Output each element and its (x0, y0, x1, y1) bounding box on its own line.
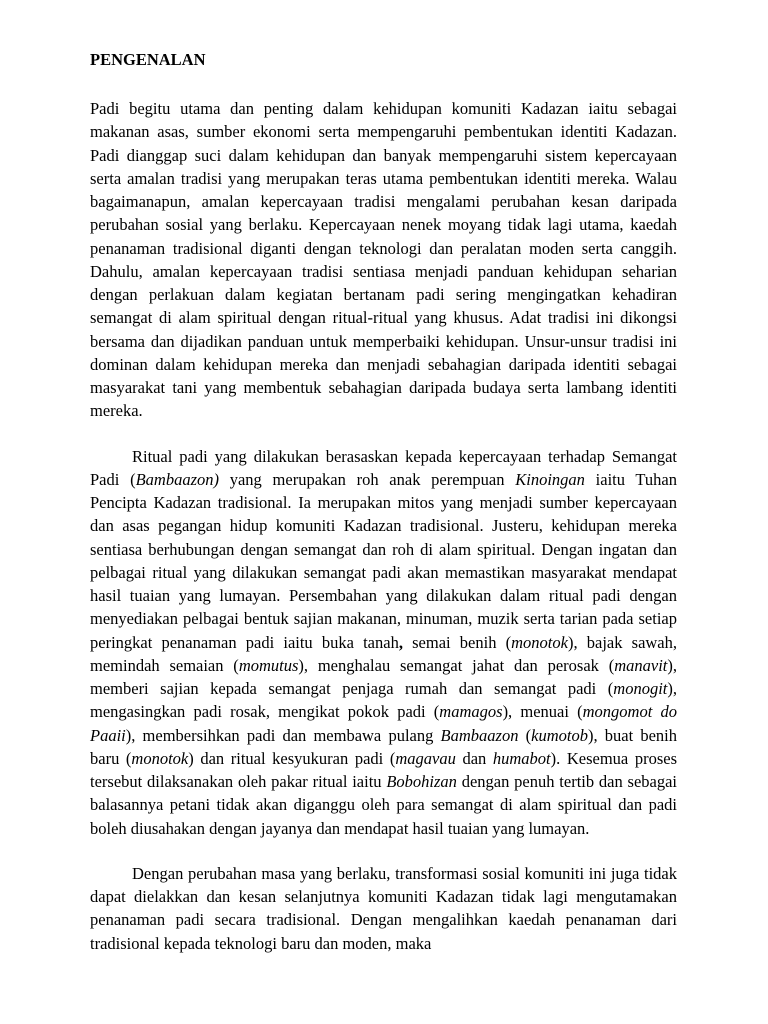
italic-term: Bambaazon (440, 725, 519, 745)
text-run: Dengan perubahan masa yang berlaku, transformasi sosial komuniti ini juga tidak dapat dielakkan dan kesan selanjutnya komuniti Kadazan tidak lagi mengutamakan penanaman padi secara tradisional. Dengan mengalihkan kaedah penanaman dari tradisional kepada teknologi baru dan moden, maka (90, 863, 677, 953)
text-run: Padi begitu utama dan penting dalam kehidupan komuniti Kadazan iaitu sebagai makanan asas, sumber ekonomi serta mempengaruhi pembentukan identiti Kadazan. Padi dianggap suci dalam kehidupan dan banyak mempengaruhi sistem kepercayaan serta amalan tradisi yang merupakan teras utama pembentukan identiti mereka. Walau bagaimanapun, amalan kepercayaan tradisi mengalami perubahan kesan daripada perubahan sosial yang berlaku. Kepercayaan nenek moyang tidak lagi utama, kaedah penanaman tradisional diganti dengan teknologi dan peralatan moden serta canggih. Dahulu, amalan kepercayaan tradisi sentiasa menjadi panduan kehidupan seharian dengan perlakuan dalam kegiatan bertanam padi sering mengingatkan kehadiran semangat di alam spiritual dengan ritual-ritual yang khusus. Adat tradisi ini dikongsi bersama dan dijadikan panduan untuk memperbaiki kehidupan. Unsur-unsur tradisi ini dominan dalam kehidupan mereka dan menjadi sebahagian daripada identiti sebagai masyarakat tani yang membentuk sebahagian daripada budaya serta lambang identiti mereka. (90, 99, 677, 421)
italic-term: mamagos (439, 702, 503, 722)
text-run: ), bajak sawah, memindah semaian ( (90, 632, 678, 675)
italic-term: Kinoingan (515, 469, 585, 489)
text-run: ), buat benih baru ( (90, 725, 678, 768)
italic-term: Bobohizan (386, 772, 457, 791)
italic-term: monotok (131, 748, 189, 768)
text-run: dan (455, 748, 493, 768)
text-run: ) dan ritual kesyukuran padi ( (188, 748, 396, 768)
text-run: Ritual padi yang dilakukan berasaskan kepada kepercayaan terhadap Semangat Padi ( (90, 446, 677, 489)
text-run: ), membersihkan padi dan membawa pulang (125, 725, 441, 745)
italic-term: momutus (238, 655, 299, 675)
italic-term: Bambaazon) (135, 469, 219, 489)
paragraph (90, 862, 677, 955)
text-run: ), mengasingkan padi rosak, mengikat pokok padi ( (90, 679, 677, 722)
italic-term: manavit (614, 655, 668, 675)
italic-term: monotok (511, 632, 568, 652)
text-run: ). Kesemua proses tersebut dilaksanakan oleh pakar ritual iaitu (90, 748, 678, 791)
document-page (90, 48, 677, 977)
bold-text: , (398, 632, 403, 652)
paragraph (90, 445, 677, 840)
italic-term: magavau (395, 748, 456, 768)
text-run: ), menuai ( (502, 702, 583, 722)
text-run: dengan penuh tertib dan sebagai balasannya petani tidak akan diganggu oleh para semangat di alam spiritual dan padi boleh diusahakan dengan jayanya dan mendapat hasil tuaian yang lumayan. (90, 772, 678, 838)
text-run: ( (518, 725, 532, 745)
italic-term: monogit (613, 679, 668, 698)
text-run: ), menghalau semangat jahat dan perosak ( (298, 655, 615, 675)
text-run: ), memberi sajian kepada semangat penjaga rumah dan semangat padi ( (90, 655, 677, 698)
text-run: semai benih ( (402, 632, 512, 652)
italic-term: humabot (492, 748, 551, 768)
italic-term: kumotob (531, 725, 588, 745)
body-text (90, 97, 677, 955)
paragraph (90, 97, 677, 423)
section-heading: PENGENALAN (90, 50, 206, 69)
text-run: iaitu Tuhan Pencipta Kadazan tradisional. Ia merupakan mitos yang menjadi sumber kepercayaan dan asas pegangan hidup komuniti Kadazan tradisional. Justeru, kehidupan mereka sentiasa berhubungan dengan semangat dan roh di alam spiritual. Dengan ingatan dan pelbagai ritual yang dilakukan semangat padi akan memastikan masyarakat mendapat hasil tuaian yang lumayan. Persembahan yang dilakukan dalam ritual padi dengan menyediakan pelbagai bentuk sajian makanan, minuman, muzik serta tarian pada setiap peringkat penanaman padi iaitu buka tanah (90, 469, 677, 652)
text-run: yang merupakan roh anak perempuan (219, 469, 516, 489)
italic-term: mongomot do Paaii (90, 702, 677, 745)
